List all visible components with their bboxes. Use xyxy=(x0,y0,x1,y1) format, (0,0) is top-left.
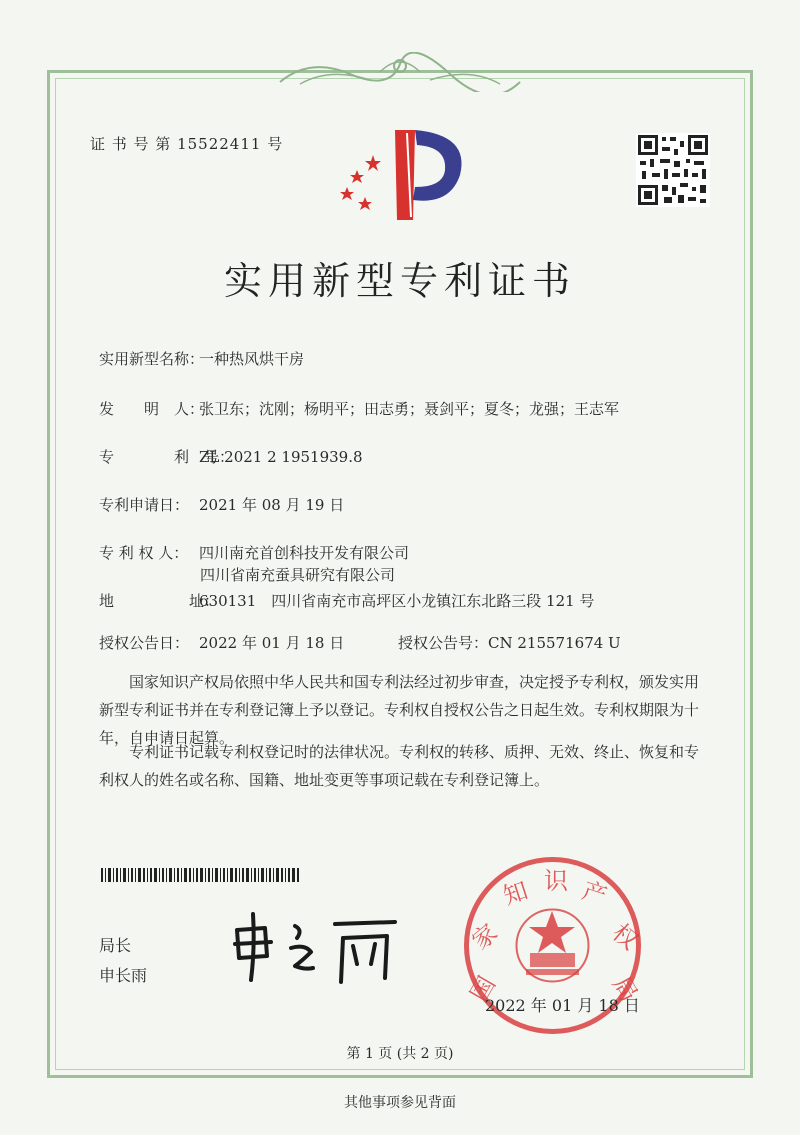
barcode-icon xyxy=(101,868,299,882)
field-name-value: 一种热风烘干房 xyxy=(199,350,305,368)
qr-code-icon xyxy=(636,133,710,207)
svg-text:识: 识 xyxy=(544,867,568,895)
handwritten-signature xyxy=(225,908,405,988)
field-inventors-row xyxy=(99,398,619,419)
body-paragraph-2: 专利证书记载专利权登记时的法律状况。专利权的转移、质押、无效、终止、恢复和专利权人的姓名或名称、国籍、地址变更等事项记载在专利登记簿上。 xyxy=(99,743,700,789)
field-name-row xyxy=(99,348,304,369)
field-patent-no-value: ZL 2021 2 1951939.8 xyxy=(199,448,363,466)
field-grant-no-value: CN 215571674 U xyxy=(488,634,621,652)
field-filing-date-value: 2021 年 08 月 19 日 xyxy=(199,496,345,514)
field-name-label: 实用新型名称： xyxy=(99,350,205,368)
certificate-title: 实用新型专利证书 xyxy=(223,259,576,303)
svg-text:知: 知 xyxy=(499,876,532,911)
svg-text:产: 产 xyxy=(578,876,611,911)
field-inventors-label: 发 明 人： xyxy=(99,400,205,418)
field-patentee-label: 专 利 权 人： xyxy=(99,544,189,562)
field-grant-date-value: 2022 年 01 月 18 日 xyxy=(199,634,345,652)
svg-text:局: 局 xyxy=(606,971,644,1007)
director-title: 局长 xyxy=(99,936,132,955)
field-patentee-row xyxy=(99,542,409,563)
svg-text:国: 国 xyxy=(464,971,502,1007)
certificate-number: 证 书 号 第 15522411 号 xyxy=(90,135,284,153)
field-patentee-value-1: 四川南充首创科技开发有限公司 xyxy=(199,544,410,562)
field-address-row xyxy=(99,590,594,611)
field-grant-date-row xyxy=(99,632,344,653)
field-filing-date-label: 专利申请日： xyxy=(99,496,190,514)
field-filing-date-row xyxy=(99,494,344,515)
field-grant-no-row xyxy=(398,632,621,653)
svg-text:权: 权 xyxy=(606,918,644,956)
ornament-decoration xyxy=(270,52,530,92)
body-paragraph-1: 国家知识产权局依照中华人民共和国专利法经过初步审查，决定授予专利权，颁发实用新型专利证书并在专利登记簿上予以登记。专利权自授权公告之日起生效。专利权期限为十年，自申请日起算。 xyxy=(99,673,700,747)
field-grant-date-label: 授权公告日： xyxy=(99,634,190,652)
field-address-label: 地 址： xyxy=(99,592,220,610)
field-address-value: 630131 四川省南充市高坪区小龙镇江东北路三段 121 号 xyxy=(199,592,595,610)
field-patentee-value-2: 四川省南充蚕具研究有限公司 xyxy=(200,566,396,584)
seal-date: 2022 年 01 月 18 日 xyxy=(485,996,640,1015)
field-inventors-value: 张卫东；沈刚；杨明平；田志勇；聂剑平；夏冬；龙强；王志军 xyxy=(199,400,620,418)
field-grant-no-label: 授权公告号： xyxy=(398,634,489,652)
field-patent-no-row xyxy=(99,446,363,467)
page-number: 第 1 页 (共 2 页) xyxy=(346,1046,454,1062)
patent-office-logo-icon xyxy=(335,125,475,225)
director-name: 申长雨 xyxy=(99,966,148,985)
field-patent-no-label: 专 利 号： xyxy=(99,448,235,466)
svg-text:家: 家 xyxy=(466,918,504,956)
footer-note: 其他事项参见背面 xyxy=(344,1095,456,1111)
